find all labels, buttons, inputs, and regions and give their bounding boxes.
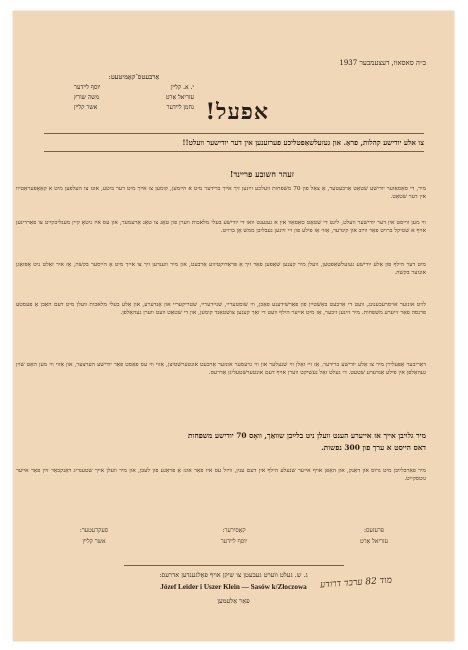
signatory-role: קאַסירער: <box>222 527 246 534</box>
body-paragraph: דאַריבער אַפּעלירן מיר צו אַלע יודישע ברידער, אַז זיי זאָלן ווי שנעלער און ווי גרעסער אונזער אַרבעט אונטערשטיצן, אַזוי ווי עס פאַסט פאַר יודישע הערצער, און אַזוי ווי מען האָט שוין געהאָלפן אין פילע אַנדערע שטעט. די געלט זאָל געשיקט ווערן אויף דעם אונטערשטעליגן אַדרעס. <box>16 362 426 377</box>
body-paragraph: לויט אונזער אויסרעכענונג, וועט די אַרבעט באַשטיין פון פאַרשידענע פאַכן, ווי שוסטעריי, שניידעריי, שטריקעריי און אַנדערע, און אַלע בעלי מלאכות וועלן מיט דעם האָבן אַ פעסטע פרנסה פאַר זייערע משפחות. מיר זײַנען זיכער, אַז מיט אייער הילף וועט די זאַך קענען צושטאַנד קומען, און די שטאָט וועט ווערן געהאָלפן. <box>16 302 426 317</box>
signatory-name: יוסף לײדער <box>220 538 248 545</box>
committee-block <box>74 73 194 111</box>
divider <box>44 151 424 152</box>
address-intro: ג. ש. געלט ווערט געבעטן צו שיקן אויף פאָלגענדען אדרעס: <box>159 571 308 579</box>
committee-row <box>74 94 194 101</box>
signatory <box>334 523 414 545</box>
page-title: אפעל! <box>205 99 269 125</box>
committee-row <box>74 104 194 111</box>
committee-member: משה שורץ <box>74 94 100 101</box>
committee-row <box>74 84 194 91</box>
committee-member: י. א. קלײן <box>170 84 194 91</box>
committee-member: אשר קלײן <box>74 104 98 111</box>
bold-note: מיר גלויבן אייך אז אייערע הענט וועלן ניט בלײַבן שוואַך, וואָס 70 יודישע משפחות <box>187 431 426 440</box>
document-sheet <box>13 11 454 641</box>
signatory-role: פרעזעס: <box>364 527 384 534</box>
handwritten-note: מוד 82 ערבד דרודע <box>319 575 393 591</box>
signatory-name: אשר קלײן <box>82 538 106 545</box>
committee-member: נחמן לײדער <box>166 104 194 111</box>
divider <box>124 565 344 566</box>
address-after: פאַר אַלעמען <box>217 597 250 605</box>
bold-note: דאס הייסט א ערך פון 300 נפשות. <box>321 443 426 452</box>
committee-member: יוסף לײדער <box>74 84 101 91</box>
body-paragraph: מיט דער הילף פון אַלע יודישע געזעלשאַפטען, וועלן מיר קענען שאַפען פאַר זיך אַ פּראָדוקטיווע אַרבעט, און מיר ווענדען זיך צו אייך מיט אַ הייסער בקשה, אַז איר זאָלט ניט אָפּזאָגן אונזער בקשה. <box>16 262 426 277</box>
closing-paragraph: מיר פאַרבלײַבן מיט גרוס און דאַנק, און האָפן אויף אייער שנעלע הילף אין דעם ענין, ווײַל עס איז פאַר אונז אַ פראַגע פון לעבן, און מיר וועלן אײך שטענדיג דאַנקבאַר זײַן פאַר אייער גוטסקייט. <box>16 468 426 483</box>
signatory-name: עזריאל אַרט <box>359 538 389 545</box>
signatory <box>54 523 134 545</box>
subtitle: צו אלע יודישע קהלות, פראַ. און געזעלשאַפטליכע פערזענען אין דער יודישער וועלט!! <box>182 138 424 147</box>
address-latin: Józef Leider i Uszer Klein — Sasów k/Złoczowa <box>160 583 307 591</box>
signatory <box>194 523 274 545</box>
greeting: זעהר חשובע פריינד! <box>229 169 294 179</box>
date-line: ב״ה סאסאוו, דעצעמבער 1937 <box>339 59 426 67</box>
divider <box>44 133 424 134</box>
body-paragraph: מיר, די סאַסאַוער יודישע שטאָט אַרבעטער, אַ צאָל פון 70 משפחות וועלכע זײַנען זיך אײך ברידער מיט א הײמען, קומען צו אײך מיט דער ביטע, אונז צו העלפען מיט א קאָאָפּעראַטיוו אין דער שטאָט. <box>16 186 427 201</box>
committee-heading: אַרבעטס־קאָמיטעט: <box>108 73 160 81</box>
committee-member: עזריאל אַרט <box>165 94 194 101</box>
body-paragraph: ווי מען ווייסט אין דער יודישער וועלט, ליגט די שטאָט סאַסאָוו אין א געגענט וואו די יודישע בעלי מלאכות ווערן פון טאָג צו טאָג אַרעמער, און עס איז ניטאָ קיין מעגליכקייט צו פאַרדינען אויף א שטיקל ברויט פאַר ווײַב און קינדער, אַזוי אַז פילע פון זיי זײַנען געבליבן ממש אָן ברויט. <box>16 220 426 235</box>
signatory-role: סעקרעטער: <box>79 527 109 534</box>
